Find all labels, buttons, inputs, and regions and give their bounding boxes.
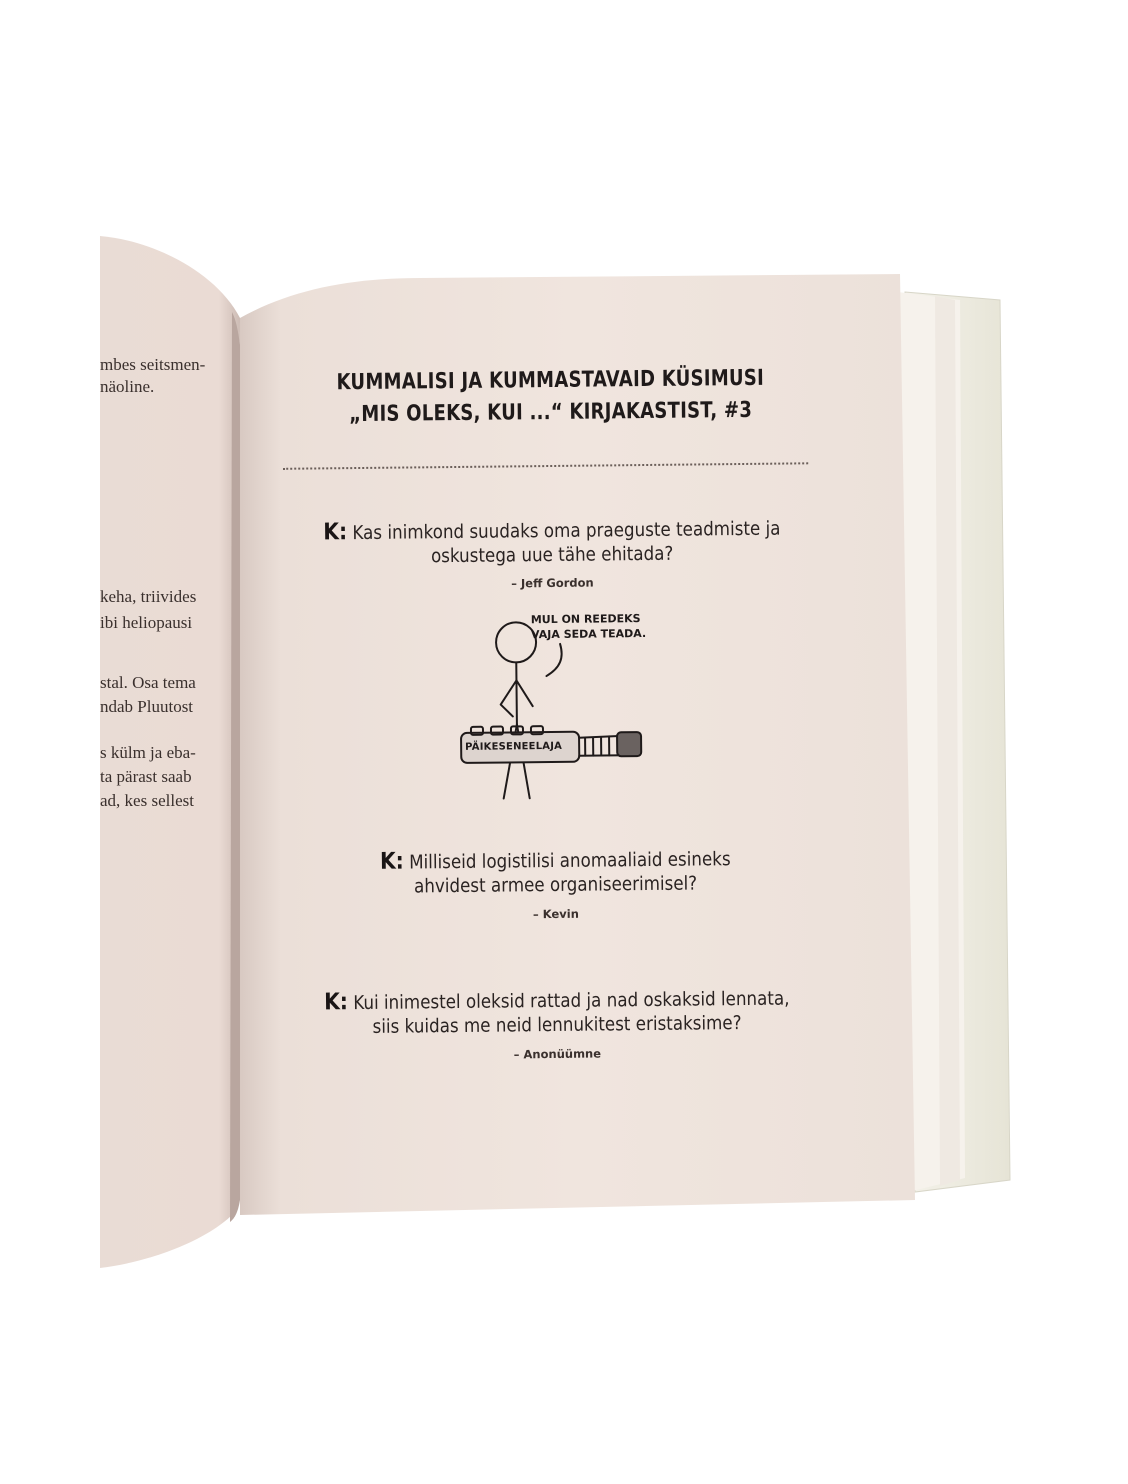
right-page-content	[270, 347, 838, 1113]
question-marker: K:	[324, 989, 349, 1016]
question-marker: K:	[379, 848, 404, 875]
question-3-text-2: siis kuidas me neid lennukitest eristaksime?	[372, 1012, 742, 1038]
question-3-attribution: – Anonüümne	[513, 1046, 602, 1062]
left-text-line: s külm ja eba-	[100, 743, 196, 762]
speech-line-1: MUL ON REEDEKS	[530, 612, 641, 627]
speech-line-2: VAJA SEDA TEADA.	[530, 627, 647, 642]
question-1-text-2: oskustega uue tähe ehitada?	[430, 542, 674, 568]
left-text-line: mbes seitsmen-	[100, 355, 206, 374]
dotted-divider	[283, 462, 808, 469]
question-1-attribution: – Jeff Gordon	[511, 575, 594, 591]
question-2-text-2: ahvidest armee organiseerimisel?	[413, 872, 698, 898]
question-2	[275, 845, 835, 900]
comic-speech	[531, 611, 681, 643]
speech-tail	[546, 644, 562, 676]
question-1	[272, 515, 832, 570]
page-heading-line-2: „MIS OLEKS, KUI ...“ KIRJAKASTIST, #3	[349, 397, 753, 428]
figure-body	[516, 662, 517, 724]
question-2-attribution: – Kevin	[532, 906, 579, 922]
left-text-line: stal. Osa tema	[100, 673, 196, 692]
question-marker: K:	[323, 519, 348, 546]
device-barrel-rings	[585, 736, 609, 755]
figure-left-arm	[500, 680, 516, 716]
question-3	[277, 985, 837, 1040]
left-text-line: ndab Pluutost	[100, 697, 194, 716]
left-text-line: ad, kes sellest	[100, 791, 194, 810]
device-nozzle	[617, 732, 641, 756]
page-heading-line-1: KUMMALISI JA KUMMASTAVAID KÜSIMUSI	[336, 365, 765, 396]
left-text-line: näoline.	[100, 377, 155, 396]
left-text-line: ta pärast saab	[100, 767, 192, 786]
left-text-line: ibi heliopausi	[100, 613, 193, 632]
figure-right-arm	[516, 680, 532, 706]
question-3-text-1: Kui inimestel oleksid rattad ja nad oskaksid lennata,	[353, 987, 790, 1015]
question-1-text-1: Kas inimkond suudaks oma praeguste teadmiste ja	[352, 517, 781, 545]
left-text-line: keha, triivides	[100, 587, 197, 606]
device-label: PÄIKESENEELAJA	[465, 740, 563, 753]
question-2-text-1: Milliseid logistilisi anomaaliaid esineks	[409, 848, 731, 874]
left-page-text	[100, 355, 220, 835]
